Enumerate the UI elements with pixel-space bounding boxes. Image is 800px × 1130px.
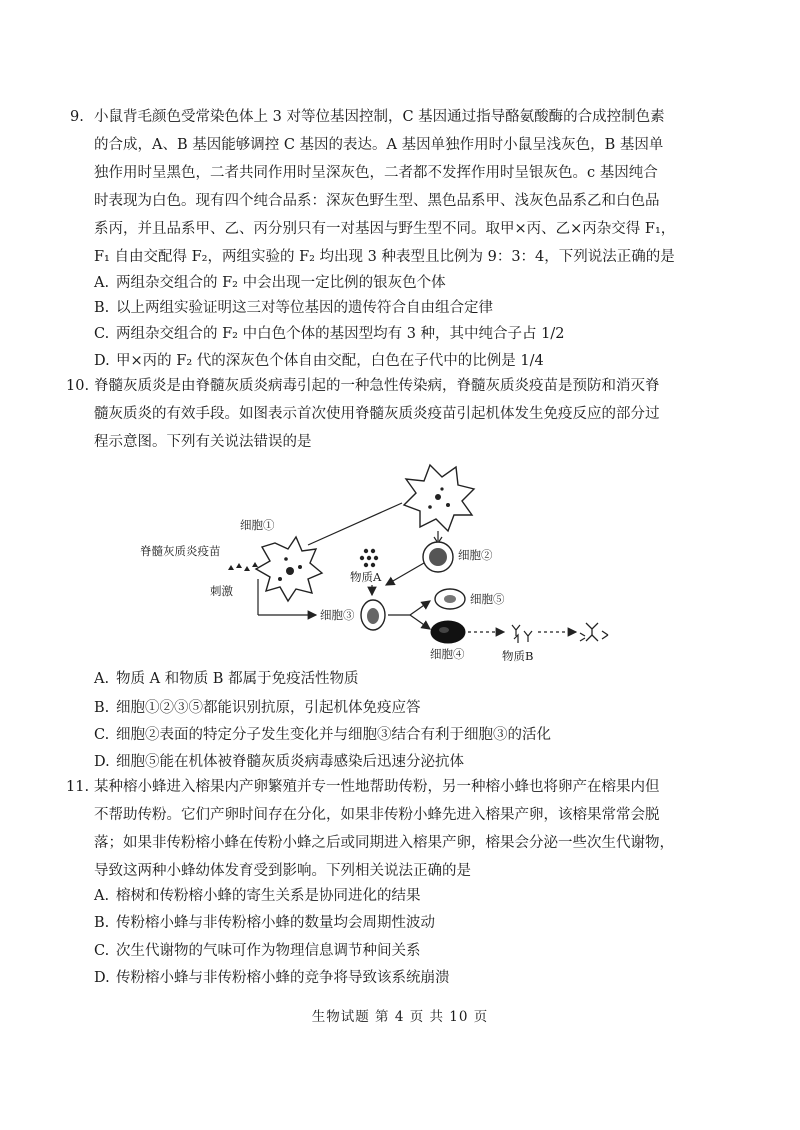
cell-4-label: 细胞④ (430, 647, 465, 661)
option-a: A. 物质 A 和物质 B 都属于免疫活性物质 (94, 671, 359, 687)
arrow-to-cell5 (410, 601, 430, 615)
cell-1-label: 细胞① (240, 518, 275, 532)
antibody-icons (512, 625, 532, 643)
dendritic-cell-top (404, 465, 474, 531)
question-stem: 某种榕小蜂进入榕果内产卵繁殖并专一性地帮助传粉，另一种榕小蜂也将卵产在榕果内但 不帮助传粉。它们产卵时间存在分化，如果非传粉小蜂先进入榕果产卵，该榕果常常会脱 落；如果非传粉榕小蜂在传粉小蜂之后或同期进入榕果产卵，榕果会分泌一些次生代谢物， 导致这两种小蜂幼体发育受到影响。下列相关说法正确的是 (94, 779, 674, 879)
cell-3-label: 细胞③ (320, 608, 355, 622)
question-number: 11. (66, 779, 90, 795)
question-10 (66, 372, 730, 456)
question-stem: 小鼠背毛颜色受常染色体上 3 对等位基因控制，C 基因通过指导酪氨酸酶的合成控制色素 的合成，A、B 基因能够调控 C 基因的表达。A 基因单独作用时小鼠呈浅灰色，B 基因单 独作用时呈黑色，二者共同作用时呈深灰色，二者都不发挥作用时呈银灰色。c 基因纯合 时表现为白色。现有四个纯合品系：深灰色野生型、黑色品系甲、浅灰色品系乙和白色品 系丙，并且品系甲、乙、丙分别只有一对基因与野生型不同。取甲×丙、乙×丙杂交得 F₁， F₁ 自由交配得 F₂，两组实验的 F₂ 均出现 3 种表型且比例为 9：3：4，下列说法正确的是 (94, 109, 676, 265)
cell-4-shape (431, 621, 465, 643)
option-d: D. 甲×丙的 F₂ 代的深灰色个体自由交配，白色在子代中的比例是 1/4 (94, 353, 544, 369)
page-footer: 生物试题 第 4 页 共 10 页 (311, 1009, 489, 1025)
cell-5-shape (435, 589, 465, 609)
option-b: B. 细胞①②③⑤都能识别抗原，引起机体免疫应答 (94, 700, 421, 716)
option-d: D. 细胞⑤能在机体被脊髓灰质炎病毒感染后迅速分泌抗体 (94, 754, 464, 770)
substance-b-label: 物质B (502, 649, 534, 663)
cell-2-label: 细胞② (458, 548, 493, 562)
option-c: C. 次生代谢物的气味可作为物理信息调节种间关系 (94, 943, 421, 959)
antigen-particles (228, 562, 258, 571)
stimulus-label: 刺激 (210, 584, 233, 598)
option-b: B. 以上两组实验证明这三对等位基因的遗传符合自由组合定律 (94, 300, 493, 316)
substance-a-particles (360, 549, 378, 567)
arrow-to-cell4 (410, 615, 430, 629)
question-9 (70, 103, 730, 271)
question-number: 10. (66, 378, 90, 394)
option-c: C. 两组杂交组合的 F₂ 中白色个体的基因型均有 3 种，其中纯合子占 1/2 (94, 326, 565, 342)
substance-a-label: 物质A (350, 570, 382, 584)
option-a: A. 榕树和传粉榕小蜂的寄生关系是协同进化的结果 (94, 888, 421, 904)
immune-response-diagram (140, 455, 620, 670)
cell-3-shape (361, 600, 385, 630)
cell-5-label: 细胞⑤ (470, 592, 505, 606)
question-11 (66, 773, 730, 885)
cell-1-shape (256, 537, 322, 601)
option-b: B. 传粉榕小蜂与非传粉榕小蜂的数量均会周期性波动 (94, 915, 435, 931)
arrow-cell2-to-cell3 (386, 563, 424, 585)
antibody-antigen-complex (580, 623, 608, 641)
option-d: D. 传粉榕小蜂与非传粉榕小蜂的竞争将导致该系统崩溃 (94, 970, 450, 986)
option-a: A. 两组杂交组合的 F₂ 中会出现一定比例的银灰色个体 (94, 275, 446, 291)
cell-2-shape (423, 542, 453, 572)
option-c: C. 细胞②表面的特定分子发生变化并与细胞③结合有利于细胞③的活化 (94, 727, 551, 743)
arrow-to-presenting-cell (308, 503, 402, 545)
question-stem: 脊髓灰质炎是由脊髓灰质炎病毒引起的一种急性传染病，脊髓灰质炎疫苗是预防和消灭脊 髓灰质炎的有效手段。如图表示首次使用脊髓灰质炎疫苗引起机体发生免疫反应的部分过 程示意图。下列有关说法错误的是 (94, 378, 660, 450)
question-number: 9. (70, 109, 84, 125)
vaccine-label: 脊髓灰质炎疫苗 (140, 544, 221, 558)
